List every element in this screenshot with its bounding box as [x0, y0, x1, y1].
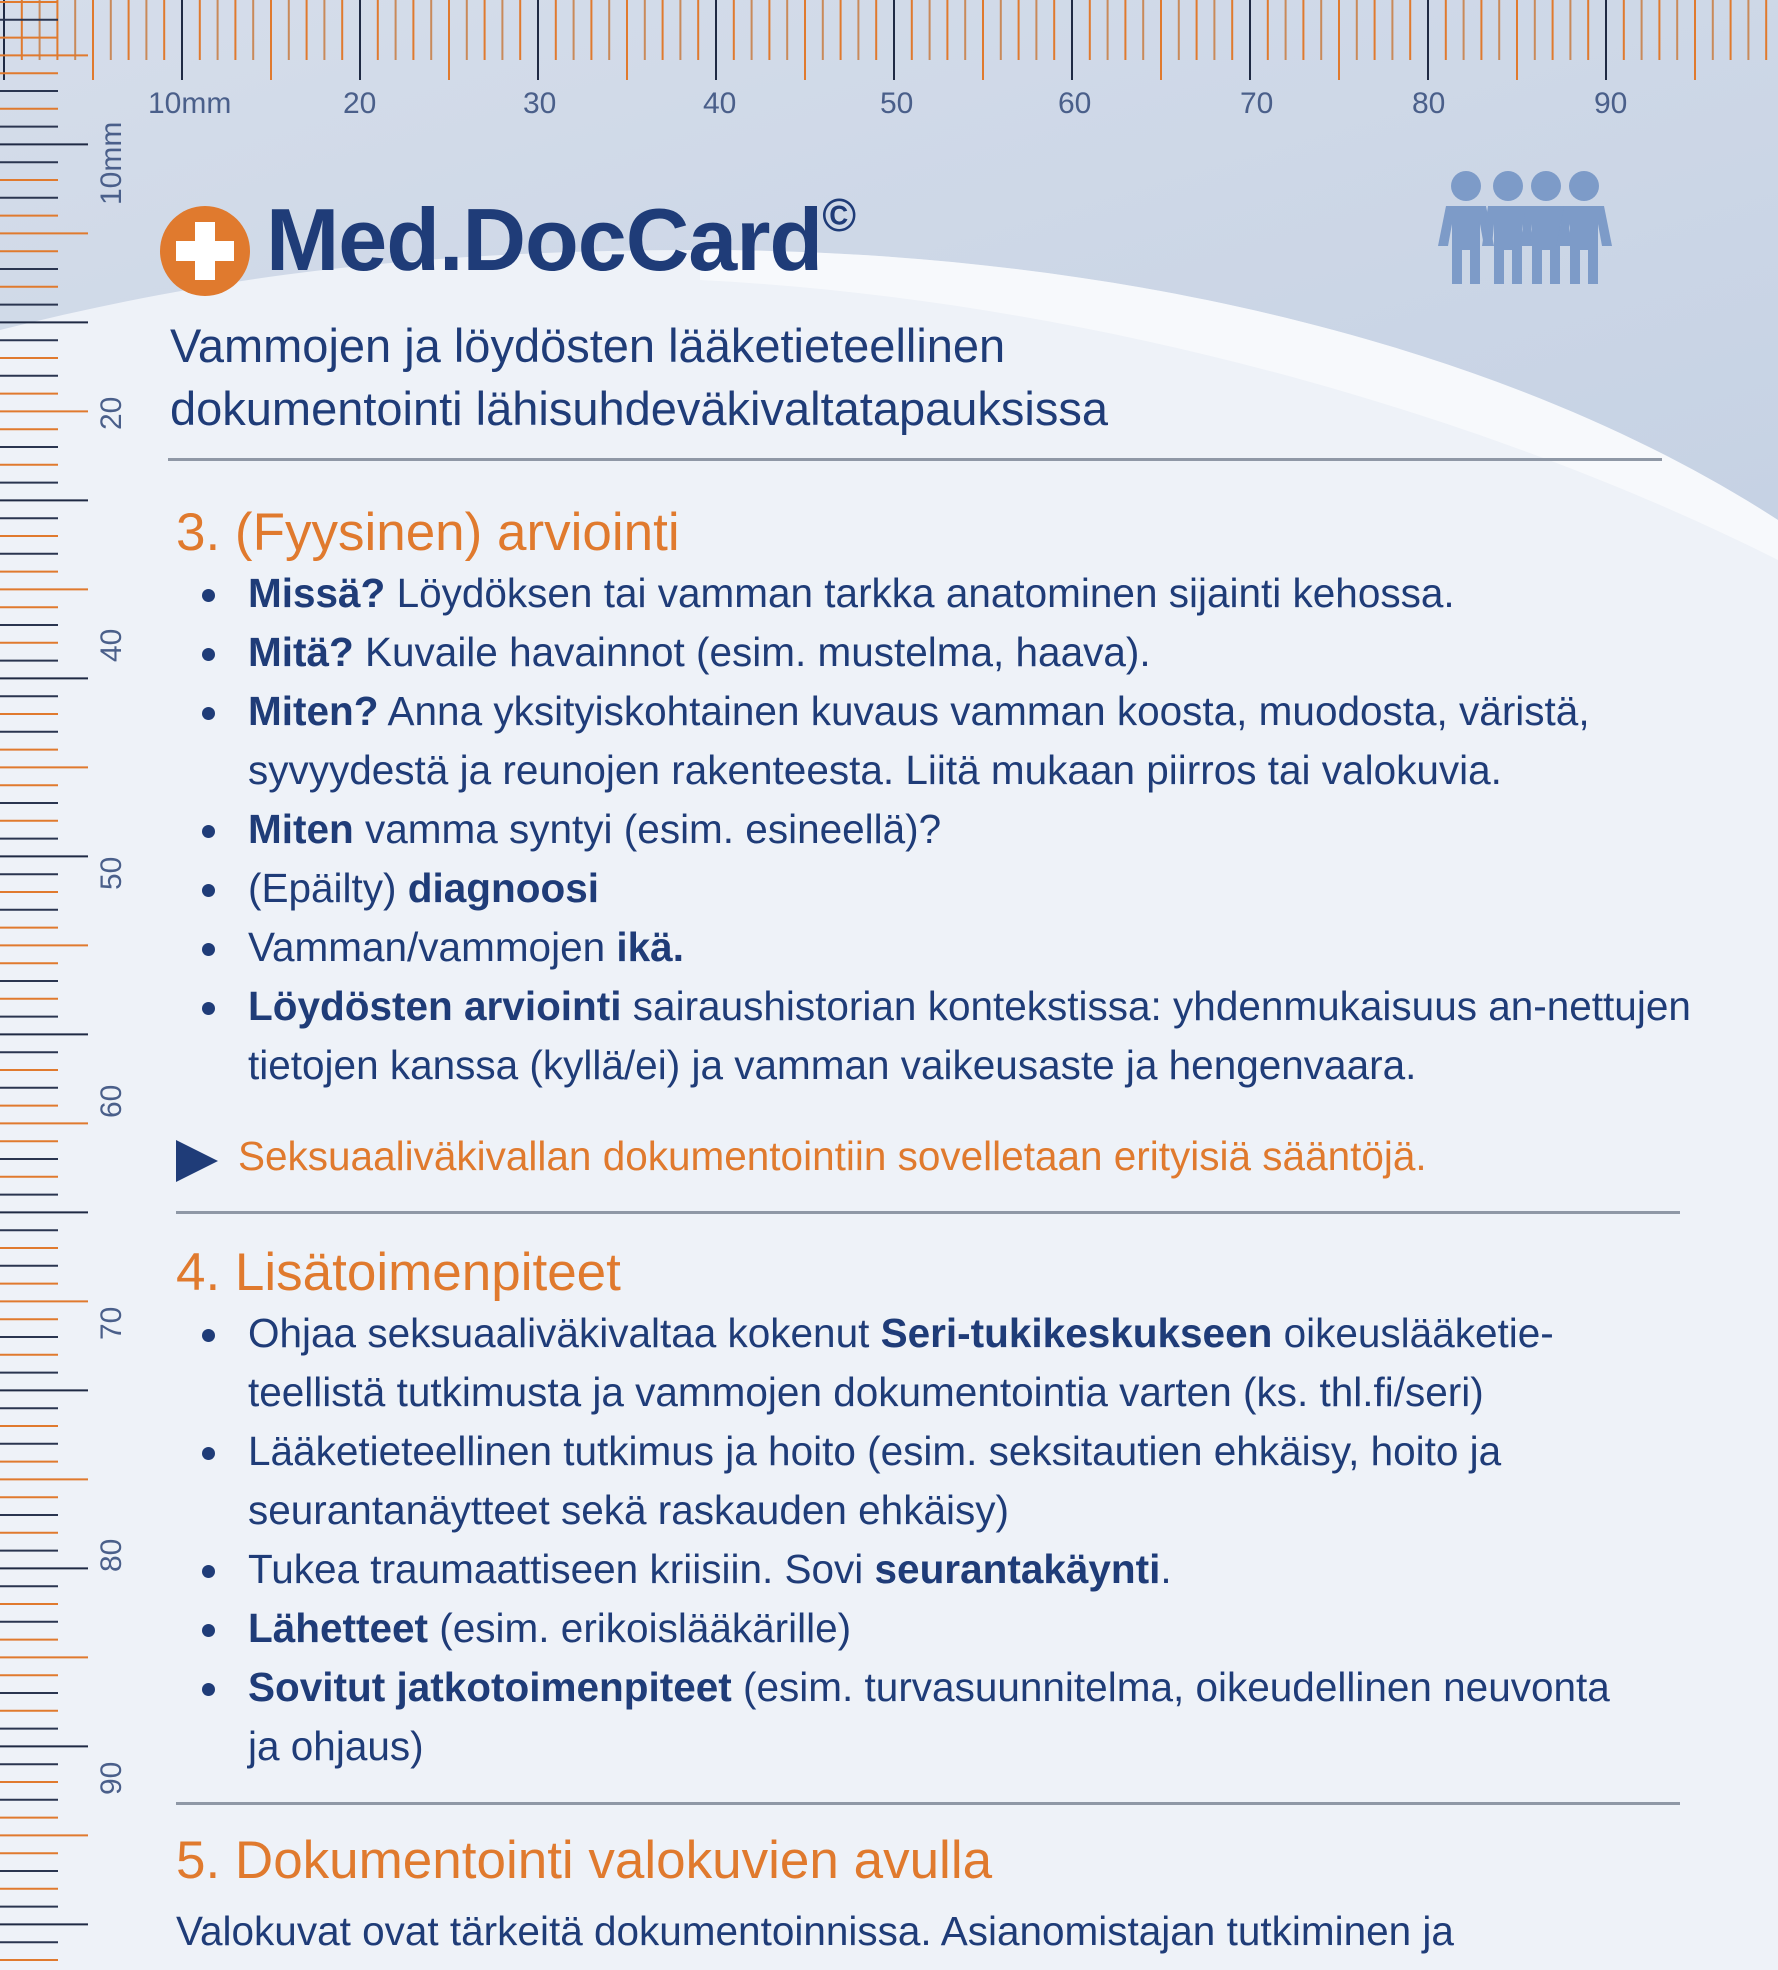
section-3-list — [248, 564, 1718, 1095]
arrow-right-icon — [174, 1138, 220, 1184]
plus-logo-icon — [158, 204, 252, 298]
left-ruler — [0, 0, 130, 1970]
list-item: Vamman/vammojen ikä. — [248, 918, 1718, 977]
ruler-label: 80 — [1412, 87, 1446, 120]
ruler-label: 50 — [880, 87, 914, 120]
divider — [176, 1211, 1680, 1214]
brand-title: Med.DocCard© — [266, 189, 856, 289]
list-item: Missä? Löydöksen tai vamman tarkka anatominen sijainti kehossa. — [248, 564, 1718, 623]
top-ruler — [0, 0, 1778, 130]
ruler-label: 30 — [523, 87, 557, 120]
divider — [168, 458, 1662, 461]
ruler-label: 80 — [95, 1538, 128, 1572]
list-item: Mitä? Kuvaile havainnot (esim. mustelma, haava). — [248, 623, 1718, 682]
list-item: Tukea traumaattiseen kriisiin. Sovi seurantakäynti. — [248, 1540, 1648, 1599]
section-5-title: 5. Dokumentointi valokuvien avulla — [176, 1831, 993, 1890]
card-subtitle: Vammojen ja löydösten lääketieteellinen dokumentointi lähisuhdeväkivaltatapauksissa — [170, 319, 1108, 435]
family-icon — [1436, 168, 1612, 286]
list-item: Lähetteet (esim. erikoislääkärille) — [248, 1599, 1648, 1658]
ruler-label: 90 — [95, 1761, 128, 1795]
ruler-label: 90 — [1594, 87, 1628, 120]
ruler-label: 60 — [1058, 87, 1092, 120]
ruler-label: 40 — [703, 87, 737, 120]
ruler-label: 10mm — [148, 87, 232, 120]
ruler-label: 50 — [95, 856, 128, 890]
ruler-label: 40 — [95, 628, 128, 662]
list-item: Miten vamma syntyi (esim. esineellä)? — [248, 800, 1718, 859]
section-3-note: Seksuaaliväkivallan dokumentointiin sovelletaan erityisiä sääntöjä. — [238, 1133, 1427, 1179]
ruler-label: 70 — [95, 1306, 128, 1340]
section-3-title: 3. (Fyysinen) arviointi — [176, 503, 680, 562]
list-item: Lääketieteellinen tutkimus ja hoito (esim. seksitautien ehkäisy, hoito ja seurantanäytteet sekä raskauden ehkäisy) — [248, 1422, 1648, 1540]
section-4-title: 4. Lisätoimenpiteet — [176, 1243, 621, 1302]
ruler-label: 20 — [343, 87, 377, 120]
divider — [176, 1802, 1680, 1805]
section-4-list — [248, 1304, 1648, 1776]
ruler-label: 70 — [1240, 87, 1274, 120]
list-item: Ohjaa seksuaaliväkivaltaa kokenut Seri-tukikeskukseen oikeuslääketie-teellistä tutkimusta ja vammojen dokumentointia varten (ks. thl.fi/seri) — [248, 1304, 1648, 1422]
list-item: Sovitut jatkotoimenpiteet (esim. turvasuunnitelma, oikeudellinen neuvonta ja ohjaus) — [248, 1658, 1648, 1776]
section-5-text: Valokuvat ovat tärkeitä dokumentoinnissa. Asianomistajan tutkiminen ja — [176, 1908, 1454, 1954]
ruler-label: 20 — [95, 396, 128, 430]
list-item: (Epäilty) diagnoosi — [248, 859, 1718, 918]
ruler-label: 60 — [95, 1084, 128, 1118]
list-item: Löydösten arviointi sairaushistorian kontekstissa: yhdenmukaisuus an-nettujen tietojen kanssa (kyllä/ei) ja vamman vaikeusaste ja hengenvaara. — [248, 977, 1718, 1095]
list-item: Miten? Anna yksityiskohtainen kuvaus vamman koosta, muodosta, väristä, syvyydestä ja reunojen rakenteesta. Liitä mukaan piirros tai valokuvia. — [248, 682, 1718, 800]
ruler-label: 10mm — [95, 121, 128, 205]
